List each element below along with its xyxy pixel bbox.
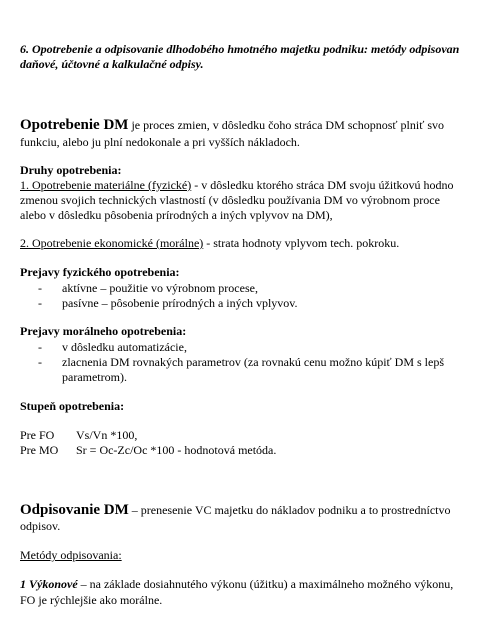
druhy-item-2-text: - strata hodnoty vplyvom tech. pokroku. <box>203 236 400 250</box>
stupen-fo-label: Pre FO <box>20 428 55 442</box>
metody-item-1-label: 1 Výkonové <box>20 577 78 591</box>
moralne-item-2-line-2: parametrom). <box>62 370 127 384</box>
paragraph-opotrebenie-line-2: funkciu, alebo ju plní nedokonale a pri vyšších nákladoch. <box>20 135 300 149</box>
stupen-fo-formula: Vs/Vn *100, <box>76 428 138 442</box>
bullet-dash: - <box>38 340 42 354</box>
section-heading-line-1: 6. Opotrebenie a odpisovanie dlhodobého hmotného majetku podniku: metódy odpisovan <box>20 42 460 56</box>
bullet-dash: - <box>38 281 42 295</box>
druhy-item-1-line-2: zmenou svojich technických vlastností (v dôsledku používania DM vo výrobnom proce <box>20 193 440 207</box>
stupen-title: Stupeň opotrebenia: <box>20 399 125 413</box>
section-heading-line-2: daňové, účtovné a kalkulačné odpisy. <box>20 57 204 71</box>
fyzicke-title: Prejavy fyzického opotrebenia: <box>20 265 180 279</box>
metody-item-1-line-2: FO je rýchlejšie ako morálne. <box>20 593 163 607</box>
metody-item-1-text: – na základe dosiahnutého výkonu (úžitku) a maximálneho možného výkonu, <box>77 577 454 591</box>
term-odpisovanie: Odpisovanie DM <box>20 502 129 518</box>
druhy-item-1 <box>20 178 454 193</box>
druhy-item-1-line-3: alebo v dôsledku pôsobenia prírodných a iných vplyvov na DM), <box>20 208 333 222</box>
stupen-mo-formula: Sr = Oc-Zc/Oc *100 - hodnotová metóda. <box>76 443 277 457</box>
term-opotrebenie: Opotrebenie DM <box>20 117 129 133</box>
fyzicke-item-2: pasívne – pôsobenie prírodných a iných vplyvov. <box>62 296 298 310</box>
druhy-item-2 <box>20 236 399 251</box>
druhy-item-1-label: 1. Opotrebenie materiálne (fyzické) <box>20 178 192 192</box>
bullet-dash: - <box>38 296 42 310</box>
druhy-item-2-label: 2. Opotrebenie ekonomické (morálne) <box>20 236 204 250</box>
druhy-title: Druhy opotrebenia: <box>20 163 122 177</box>
moralne-title: Prejavy morálneho opotrebenia: <box>20 324 187 338</box>
moralne-item-2: zlacnenia DM rovnakých parametrov (za rovnakú cenu možno kúpiť DM s lepš <box>62 355 445 369</box>
paragraph-odpisovanie <box>20 503 450 518</box>
fyzicke-item-1: aktívne – použitie vo výrobnom procese, <box>62 281 258 295</box>
stupen-mo-label: Pre MO <box>20 443 59 457</box>
paragraph-opotrebenie <box>20 118 444 133</box>
paragraph-odpisovanie-text: – prenesenie VC majetku do nákladov podniku a to prostredníctvo <box>128 503 451 517</box>
metody-item-1 <box>20 577 453 592</box>
druhy-item-1-text: - v dôsledku ktorého stráca DM svoju úžitkovú hodno <box>191 178 454 192</box>
bullet-dash: - <box>38 355 42 369</box>
moralne-item-1: v dôsledku automatizácie, <box>62 340 187 354</box>
paragraph-odpisovanie-line-2: odpisov. <box>20 519 61 533</box>
paragraph-opotrebenie-text: je proces zmien, v dôsledku čoho stráca DM schopnosť plniť svo <box>128 118 444 132</box>
metody-title: Metódy odpisovania: <box>20 548 122 562</box>
